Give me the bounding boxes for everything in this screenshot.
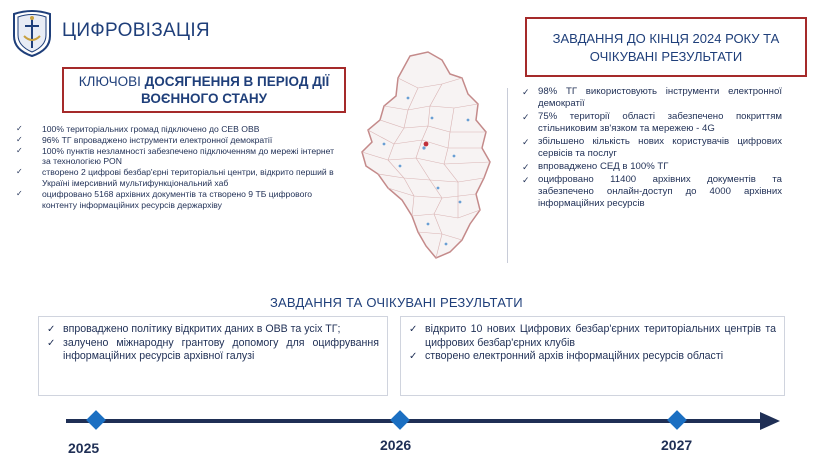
achievements-title-box: [62, 67, 346, 113]
check-icon: ✓: [409, 324, 418, 335]
list-item: ✓ створено 2 цифрові безбар'єрні територіальні центри, відкрито перший в Україні імерсивний мультифункціональний хаб: [16, 167, 334, 188]
check-icon: ✓: [16, 145, 23, 155]
list-item: ✓ 100% пунктів незламності забезпечено підключенням до мережі інтернет за технологією PON: [16, 145, 335, 167]
list-item: ✓ 96% ТГ впроваджено інструменти електронної демократії: [16, 134, 273, 145]
achievements-list: [8, 124, 344, 210]
list-item: ✓ 98% ТГ використовують інструменти електронної демократії: [522, 86, 782, 109]
plans-left-list: [39, 317, 387, 364]
check-icon: ✓: [522, 162, 530, 172]
list-item: ✓ 75% території області забезпечено покриттям стільниковим зв'язком та мережею - 4G: [522, 111, 782, 134]
year-label-2025: 2025: [68, 440, 100, 456]
tasks-2024-title: ЗАВДАННЯ ДО КІНЦЯ 2024 РОКУ ТА ОЧІКУВАНІ РЕЗУЛЬТАТИ: [552, 31, 780, 64]
emblem-icon: [10, 8, 54, 58]
timeline-arrow-icon: [760, 412, 780, 430]
list-item: ✓ збільшено кількість нових користувачів цифрових сервісів та послуг: [522, 136, 782, 159]
year-label-2026: 2026: [380, 437, 412, 453]
check-icon: ✓: [522, 137, 530, 147]
achievements-title-part1: КЛЮЧОВІ: [78, 74, 145, 89]
list-item: ✓ впроваджено політику відкритих даних в ОВВ та усіх ТГ;: [47, 323, 341, 335]
list-item: ✓ 100% територіальних громад підключено до СЕВ ОВВ: [16, 124, 260, 134]
list-item: ✓ залучено міжнародну грантову допомогу для оцифрування інформаційних ресурсів архівної галузі: [47, 336, 379, 363]
timeline: [60, 408, 790, 434]
plans-left-box: [38, 316, 388, 396]
check-icon: ✓: [522, 87, 530, 97]
check-icon: ✓: [522, 175, 530, 185]
check-icon: ✓: [47, 324, 56, 335]
list-item: ✓ відкрито 10 нових Цифрових безбар'єрних територіальних центрів та цифрових безбар'єрних клубів: [409, 323, 776, 349]
check-icon: ✓: [47, 337, 56, 349]
plans-right-list: [401, 317, 784, 364]
plans-title: ЗАВДАННЯ ТА ОЧІКУВАНІ РЕЗУЛЬТАТИ: [270, 295, 523, 310]
page-title: ЦИФРОВІЗАЦІЯ: [62, 20, 210, 41]
tasks-2024-title-box: [525, 17, 807, 77]
check-icon: ✓: [16, 124, 23, 133]
achievements-title-part2: ДОСЯГНЕННЯ В ПЕРІОД ДІЇ ВОЄННОГО СТАНУ: [141, 74, 330, 106]
check-icon: ✓: [16, 134, 23, 144]
list-item: ✓ впроваджено СЕД в 100% ТГ: [522, 161, 669, 172]
list-item: ✓ створено електронний архів інформаційних ресурсів області: [409, 350, 724, 363]
check-icon: ✓: [16, 167, 23, 177]
check-icon: ✓: [522, 112, 530, 122]
divider: [507, 88, 508, 263]
region-map: [358, 48, 508, 262]
list-item: ✓ оцифровано 11400 архівних документів та забезпечено онлайн-доступ до 4000 архівних інформаційних ресурсів: [522, 174, 782, 209]
year-label-2027: 2027: [661, 437, 693, 453]
timeline-marker-2027: [667, 410, 687, 430]
check-icon: ✓: [16, 188, 23, 198]
tasks-2024-list: [510, 86, 782, 211]
timeline-marker-2025: [86, 410, 106, 430]
plans-right-box: [400, 316, 785, 396]
timeline-marker-2026: [390, 410, 410, 430]
check-icon: ✓: [409, 351, 418, 363]
list-item: ✓ оцифровано 5168 архівних документів та створено 9 ТБ цифрового контенту інформаційних ресурсів держархіву: [16, 188, 313, 210]
